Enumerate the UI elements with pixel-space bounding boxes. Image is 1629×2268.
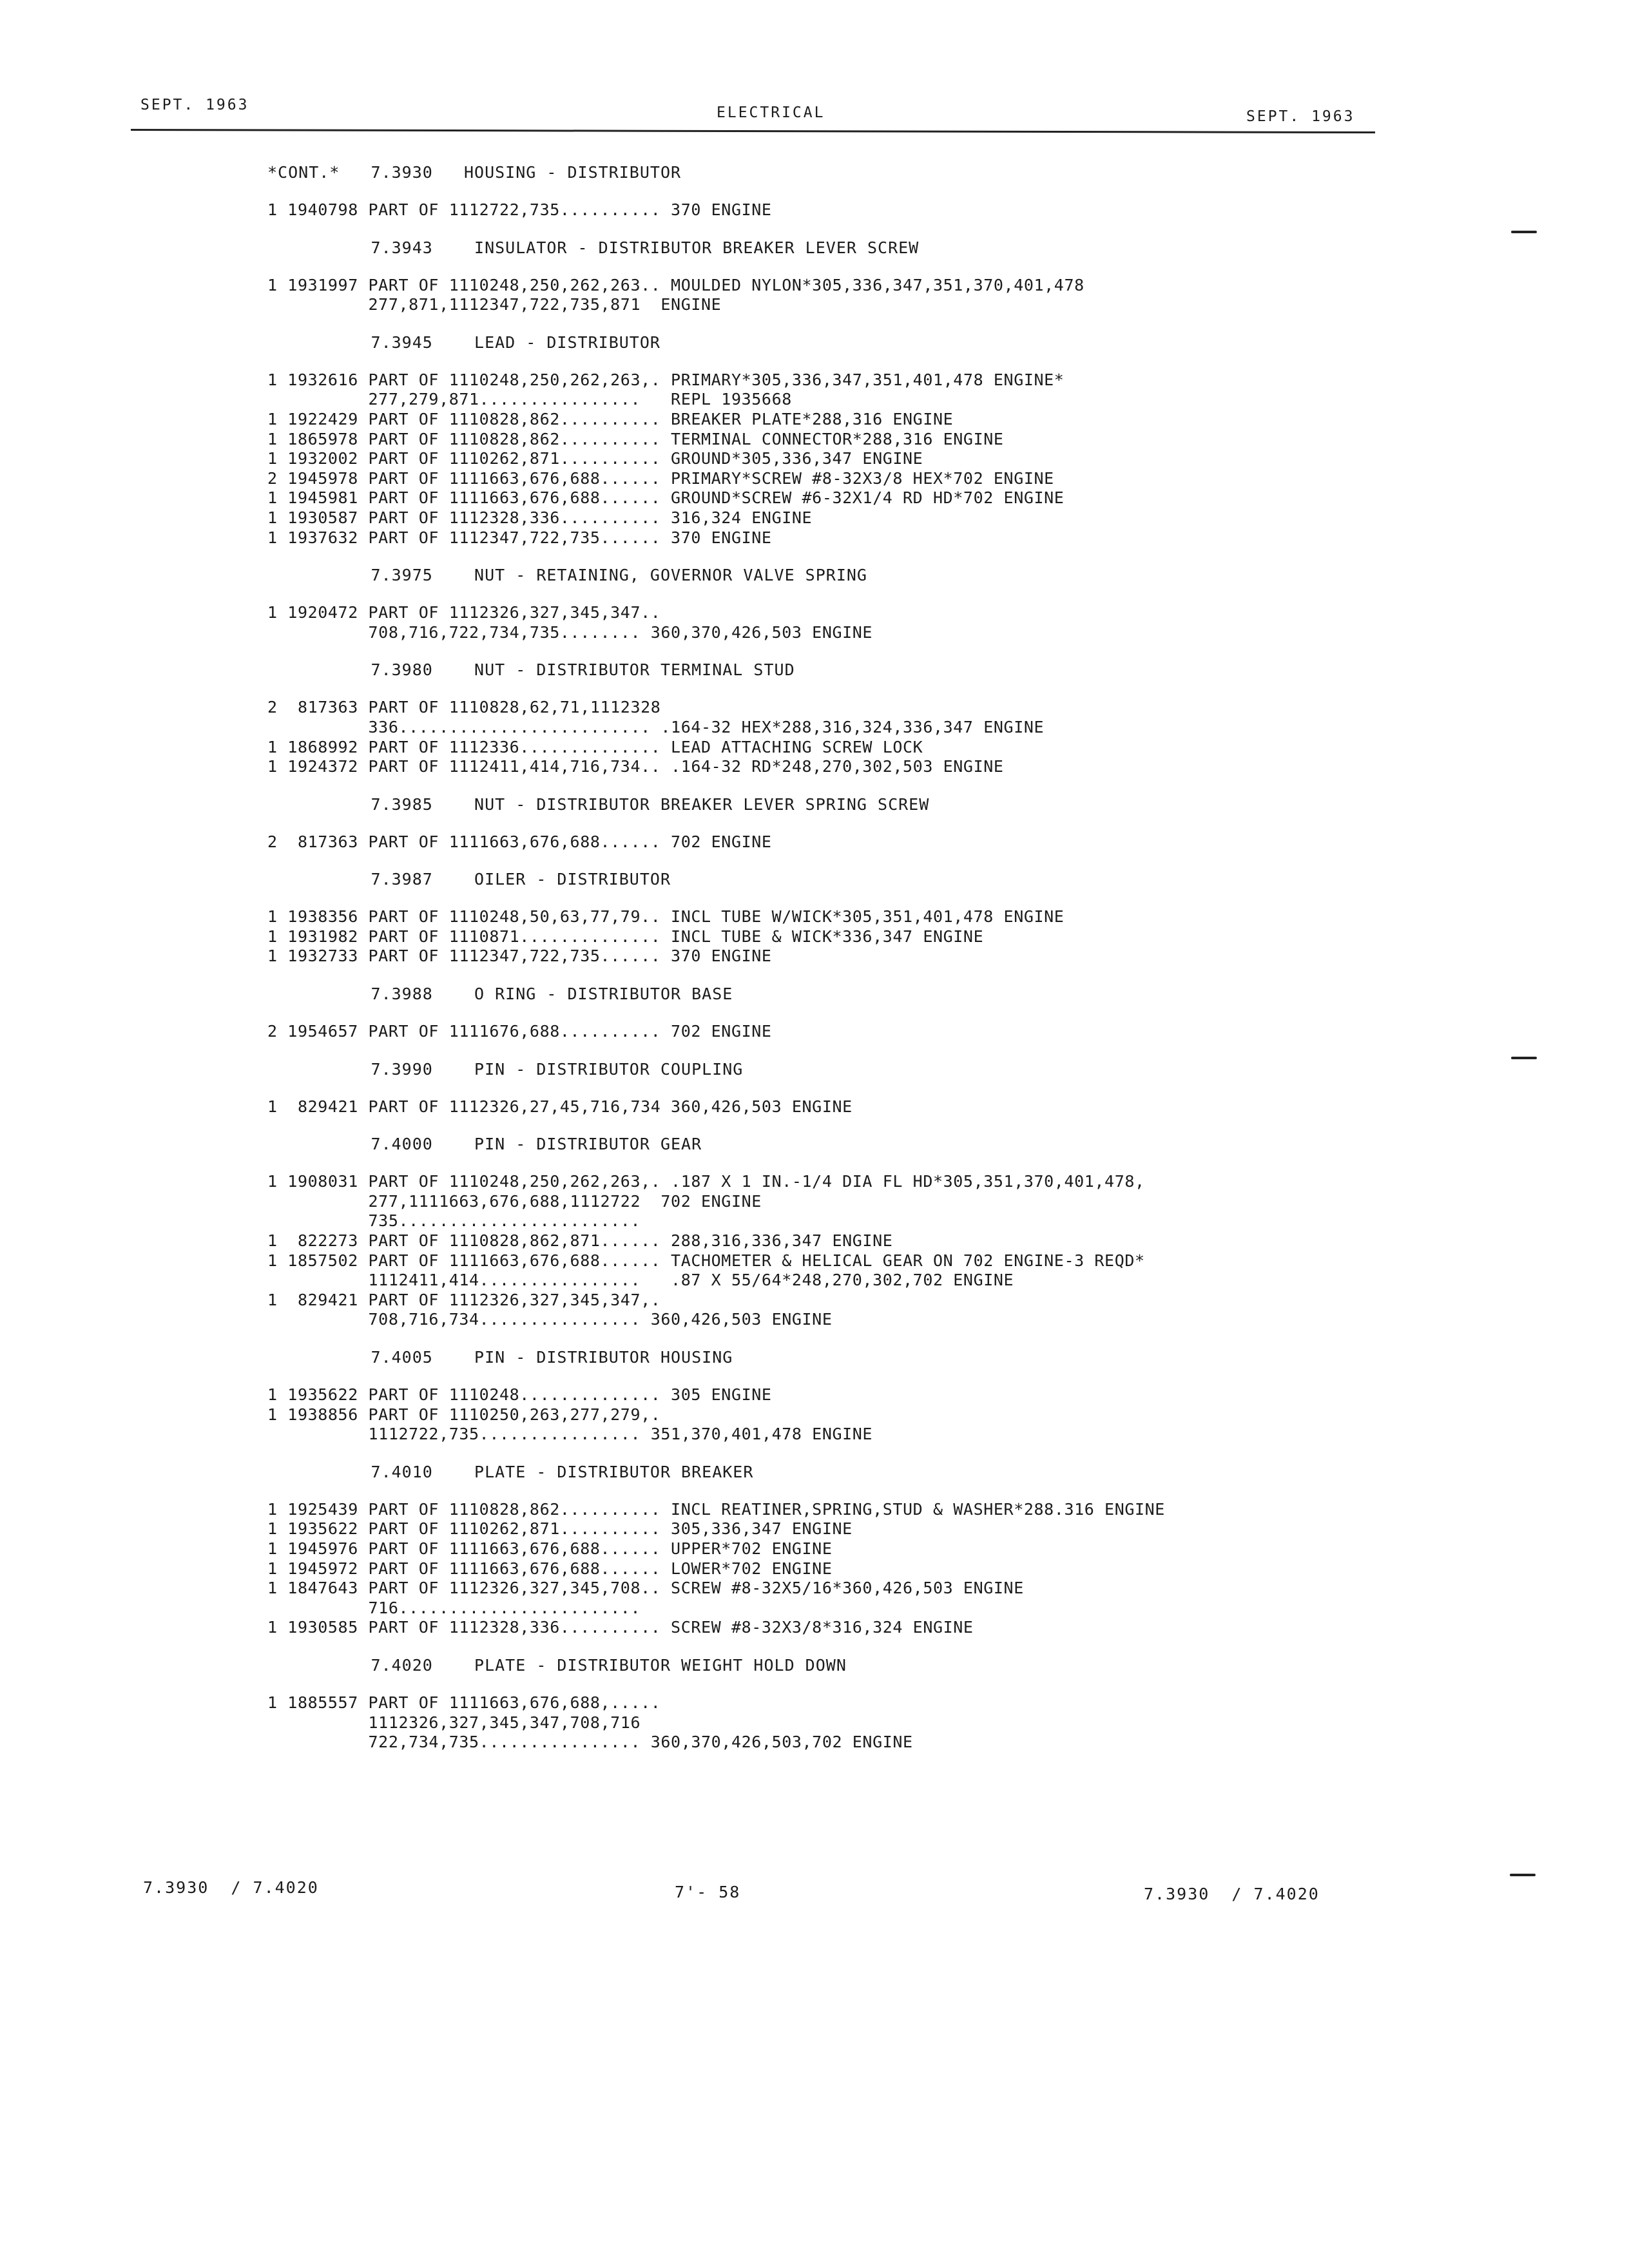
catalog-section: [267, 566, 1363, 642]
catalog-section: [267, 333, 1363, 548]
section-heading: 7.4020 PLATE - DISTRIBUTOR WEIGHT HOLD DOWN: [267, 1655, 847, 1675]
footer-range-right: 7.3930 / 7.4020: [1144, 1885, 1320, 1903]
part-entry-line: 1 1937632 PART OF 1112347,722,735...... 370 ENGINE: [267, 528, 772, 547]
header-date-right: SEPT. 1963: [1246, 108, 1355, 125]
section-heading: 7.3985 NUT - DISTRIBUTOR BREAKER LEVER SPRING SCREW: [267, 794, 930, 814]
part-entry-line: 1112411,414................ .87 X 55/64*248,270,302,702 ENGINE: [267, 1271, 1014, 1290]
catalog-section: [267, 985, 1363, 1042]
part-entry-line: 735........................: [267, 1211, 641, 1231]
part-entry-line: 1 1945976 PART OF 1111663,676,688...... UPPER*702 ENGINE: [267, 1539, 833, 1558]
part-entry-line: 1 1931982 PART OF 1110871.............. INCL TUBE & WICK*336,347 ENGINE: [267, 927, 984, 946]
catalog-section: [267, 660, 1363, 776]
part-entry-line: 2 817363 PART OF 1111663,676,688...... 702 ENGINE: [267, 832, 772, 851]
section-heading: 7.3945 LEAD - DISTRIBUTOR: [267, 332, 660, 352]
parts-listing: [267, 163, 1363, 1753]
section-heading: 7.3975 NUT - RETAINING, GOVERNOR VALVE SPRING: [267, 566, 867, 585]
section-heading: 7.3988 O RING - DISTRIBUTOR BASE: [267, 985, 733, 1004]
catalog-section: [267, 1348, 1363, 1445]
part-entry-line: 1 822273 PART OF 1110828,862,871...... 288,316,336,347 ENGINE: [267, 1231, 893, 1251]
part-entry-line: 708,716,734................ 360,426,503 ENGINE: [267, 1310, 833, 1329]
footer-page-number: 7'- 58: [675, 1883, 741, 1901]
part-entry-line: 1 829421 PART OF 1112326,27,45,716,734 360,426,503 ENGINE: [267, 1097, 853, 1116]
catalog-section: [267, 238, 1363, 315]
part-entry-line: 1 829421 PART OF 1112326,327,345,347,.: [267, 1290, 661, 1309]
part-entry-line: 1 1885557 PART OF 1111663,676,688,.....: [267, 1693, 661, 1712]
part-entry-line: 2 817363 PART OF 1110828,62,71,1112328: [267, 698, 661, 717]
header-date-left: SEPT. 1963: [140, 97, 249, 113]
part-entry-line: 1 1938356 PART OF 1110248,50,63,77,79.. INCL TUBE W/WICK*305,351,401,478 ENGINE: [267, 907, 1065, 927]
part-entry-line: 336......................... .164-32 HEX*288,316,324,336,347 ENGINE: [267, 717, 1045, 736]
section-heading: 7.4010 PLATE - DISTRIBUTOR BREAKER: [267, 1462, 754, 1481]
part-entry-line: 1 1847643 PART OF 1112326,327,345,708.. SCREW #8-32X5/16*360,426,503 ENGINE: [267, 1579, 1024, 1598]
catalog-section: [267, 870, 1363, 966]
part-entry-line: 1 1868992 PART OF 1112336.............. LEAD ATTACHING SCREW LOCK: [267, 737, 923, 756]
part-entry-line: 1 1945981 PART OF 1111663,676,688...... GROUND*SCREW #6-32X1/4 RD HD*702 ENGINE: [267, 488, 1065, 508]
part-entry-line: 1 1935622 PART OF 1110248.............. 305 ENGINE: [267, 1385, 772, 1404]
catalog-section: [267, 163, 1363, 220]
section-heading: 7.4000 PIN - DISTRIBUTOR GEAR: [267, 1135, 702, 1154]
catalog-section: [267, 1135, 1363, 1330]
part-entry-line: 1 1931997 PART OF 1110248,250,262,263.. MOULDED NYLON*305,336,347,351,370,401,478: [267, 275, 1084, 294]
margin-mark: [1511, 231, 1537, 233]
section-heading: 7.3943 INSULATOR - DISTRIBUTOR BREAKER LEVER SCREW: [267, 238, 920, 257]
section-heading: 7.3990 PIN - DISTRIBUTOR COUPLING: [267, 1059, 744, 1079]
part-entry-line: 1 1932002 PART OF 1110262,871.......... GROUND*305,336,347 ENGINE: [267, 449, 923, 468]
part-entry-line: 277,279,871................ REPL 1935668: [267, 390, 792, 409]
part-entry-line: 1 1922429 PART OF 1110828,862.......... BREAKER PLATE*288,316 ENGINE: [267, 409, 954, 428]
part-entry-line: 1 1924372 PART OF 1112411,414,716,734.. .164-32 RD*248,270,302,503 ENGINE: [267, 757, 1004, 776]
part-entry-line: 716........................: [267, 1598, 641, 1617]
part-entry-line: 1 1938856 PART OF 1110250,263,277,279,.: [267, 1405, 661, 1424]
footer-range-left: 7.3930 / 7.4020: [143, 1878, 319, 1897]
margin-mark: [1511, 1057, 1537, 1059]
section-heading: *CONT.* 7.3930 HOUSING - DISTRIBUTOR: [267, 163, 682, 182]
part-entry-line: 277,871,1112347,722,735,871 ENGINE: [267, 295, 722, 314]
part-entry-line: 1 1945972 PART OF 1111663,676,688...... LOWER*702 ENGINE: [267, 1559, 833, 1578]
part-entry-line: 1 1932616 PART OF 1110248,250,262,263,. PRIMARY*305,336,347,351,401,478 ENGINE*: [267, 370, 1065, 389]
part-entry-line: 2 1945978 PART OF 1111663,676,688...... PRIMARY*SCREW #8-32X3/8 HEX*702 ENGINE: [267, 468, 1054, 488]
part-entry-line: 1112326,327,345,347,708,716: [267, 1713, 641, 1732]
section-heading: 7.4005 PIN - DISTRIBUTOR HOUSING: [267, 1348, 733, 1367]
catalog-section: [267, 1656, 1363, 1753]
part-entry-line: 1 1920472 PART OF 1112326,327,345,347..: [267, 603, 661, 622]
part-entry-line: 722,734,735................ 360,370,426,503,702 ENGINE: [267, 1733, 913, 1752]
part-entry-line: 1 1857502 PART OF 1111663,676,688...... TACHOMETER & HELICAL GEAR ON 702 ENGINE-3 REQD*: [267, 1251, 1145, 1270]
part-entry-line: 708,716,722,734,735........ 360,370,426,503 ENGINE: [267, 622, 873, 642]
header-section-title: ELECTRICAL: [717, 104, 825, 121]
part-entry-line: 1 1940798 PART OF 1112722,735.......... 370 ENGINE: [267, 200, 772, 219]
part-entry-line: 1 1932733 PART OF 1112347,722,735...... 370 ENGINE: [267, 947, 772, 966]
part-entry-line: 1 1925439 PART OF 1110828,862.......... INCL REATINER,SPRING,STUD & WASHER*288.316 ENGINE: [267, 1499, 1165, 1519]
catalog-section: [267, 795, 1363, 852]
header-rule: [131, 129, 1375, 133]
part-entry-line: 1112722,735................ 351,370,401,478 ENGINE: [267, 1425, 873, 1444]
margin-mark: [1510, 1874, 1536, 1876]
part-entry-line: 277,1111663,676,688,1112722 702 ENGINE: [267, 1191, 762, 1211]
part-entry-line: 1 1930587 PART OF 1112328,336.......... 316,324 ENGINE: [267, 508, 813, 527]
part-entry-line: 1 1935622 PART OF 1110262,871.......... 305,336,347 ENGINE: [267, 1519, 853, 1539]
part-entry-line: 1 1930585 PART OF 1112328,336.......... SCREW #8-32X3/8*316,324 ENGINE: [267, 1618, 974, 1637]
catalog-section: [267, 1463, 1363, 1638]
catalog-section: [267, 1060, 1363, 1117]
part-entry-line: 1 1908031 PART OF 1110248,250,262,263,. .187 X 1 IN.-1/4 DIA FL HD*305,351,370,401,478,: [267, 1172, 1145, 1191]
part-entry-line: 1 1865978 PART OF 1110828,862.......... TERMINAL CONNECTOR*288,316 ENGINE: [267, 429, 1004, 448]
section-heading: 7.3980 NUT - DISTRIBUTOR TERMINAL STUD: [267, 660, 795, 680]
part-entry-line: 2 1954657 PART OF 1111676,688.......... 702 ENGINE: [267, 1022, 772, 1041]
section-heading: 7.3987 OILER - DISTRIBUTOR: [267, 870, 671, 889]
